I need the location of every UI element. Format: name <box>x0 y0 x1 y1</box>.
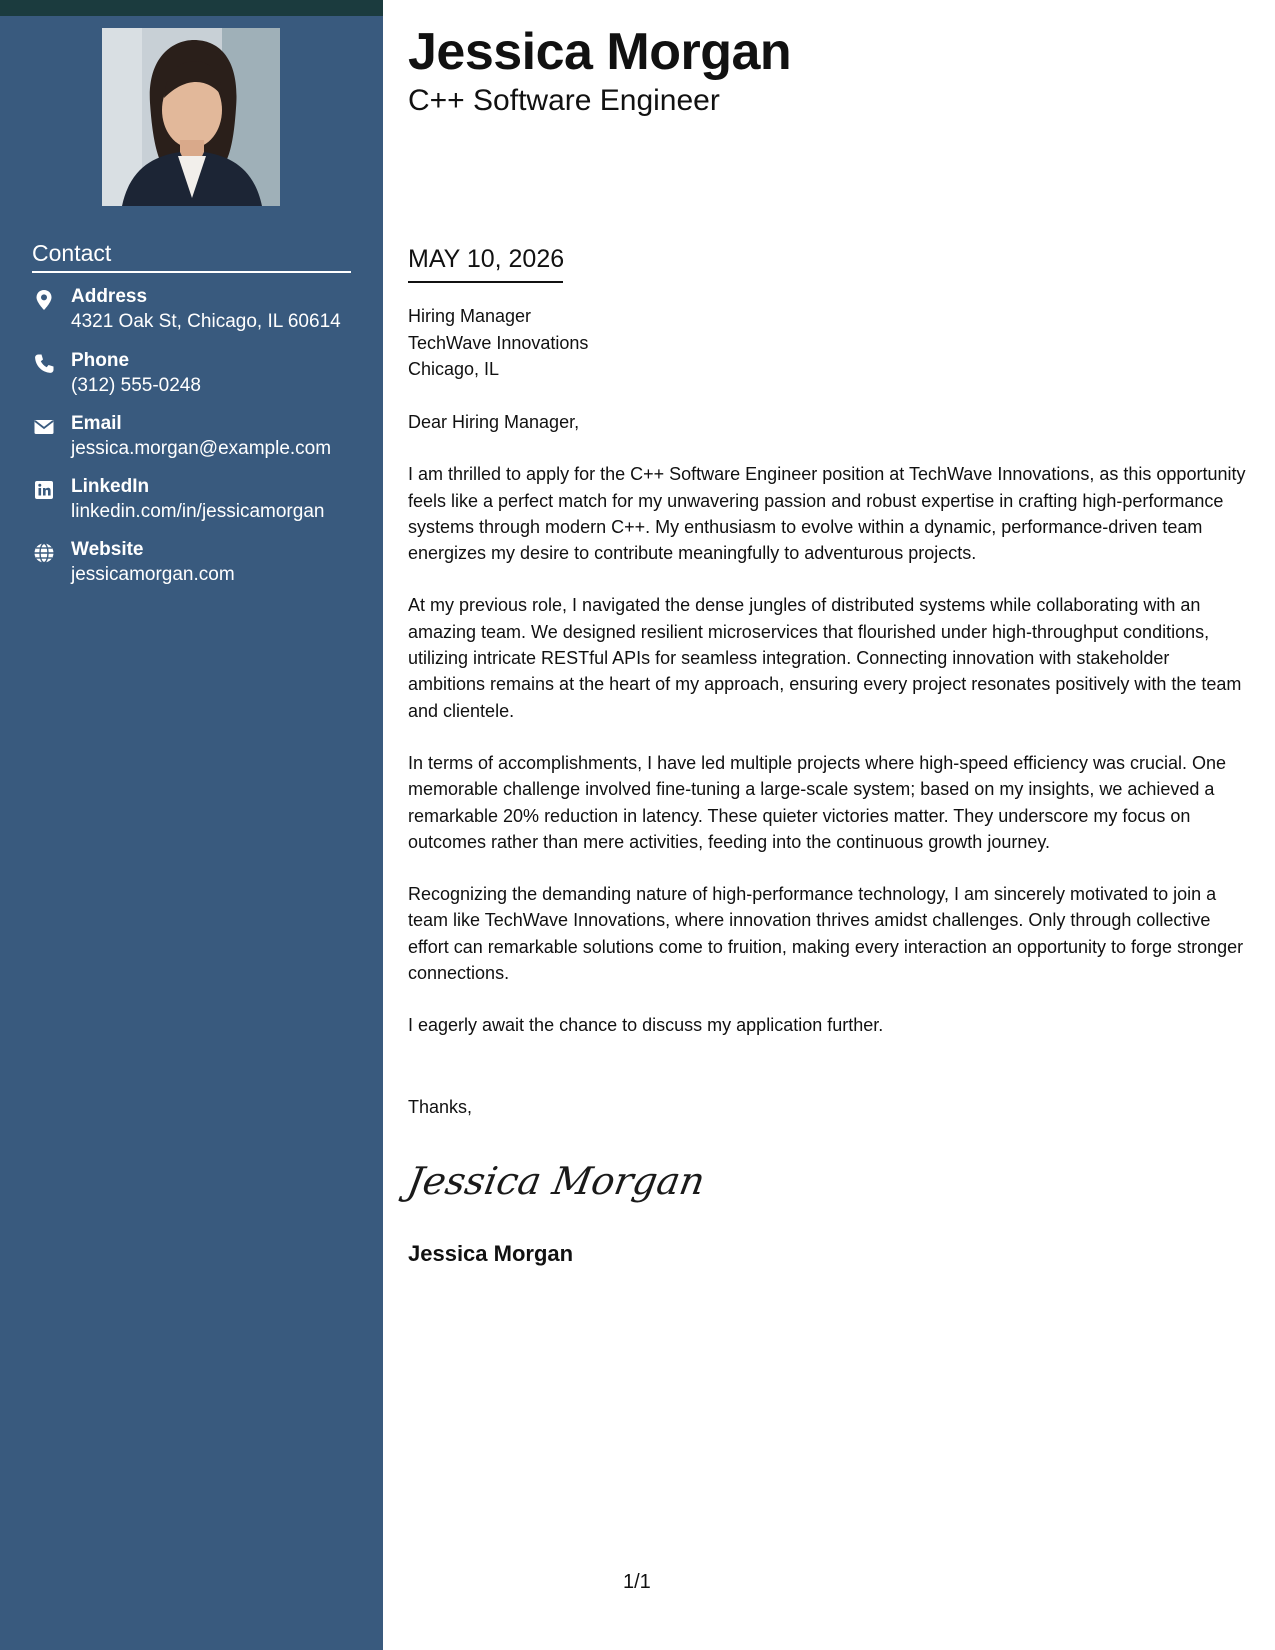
contact-value: linkedin.com/in/jessicamorgan <box>71 501 325 522</box>
sidebar-top-bar <box>0 0 383 16</box>
contact-value: (312) 555-0248 <box>71 375 201 396</box>
contact-value: jessicamorgan.com <box>71 564 235 585</box>
recipient-line: Hiring Manager <box>408 306 532 326</box>
paragraph: Recognizing the demanding nature of high-performance technology, I am sincerely motivated to join a team like TechWave Innovations, where innovation thrives amidst challenges. Only through collective effort can remarkable solutions come to fruition, making every interaction an opportunity to forge stronger connections. <box>408 884 1244 984</box>
phone-icon <box>32 352 56 376</box>
contact-label: Address <box>71 286 148 307</box>
envelope-icon <box>32 415 56 439</box>
applicant-role: C++ Software Engineer <box>408 84 720 117</box>
recipient-block <box>408 303 588 383</box>
contact-label: Phone <box>71 350 130 371</box>
map-pin-icon <box>32 288 56 312</box>
contact-label: Website <box>71 539 144 560</box>
paragraph: At my previous role, I navigated the dense jungles of distributed systems while collaborating with an amazing team. We designed resilient microservices that flourished under high-throughput conditions, utilizing intricate RESTful APIs for seamless integration. Connecting innovation with stakeholder ambitions remains at the heart of my approach, ensuring every project resonates positively with the team and clientele. <box>408 595 1242 721</box>
paragraph: I am thrilled to apply for the C++ Software Engineer position at TechWave Innovations, as this opportunity feels like a perfect match for my unwavering passion and robust expertise in crafting high-performance systems through modern C++. My enthusiasm to evolve within a dynamic, performance-driven team energizes my desire to contribute meaningfully to adventurous projects. <box>408 464 1246 564</box>
contact-value: 4321 Oak St, Chicago, IL 60614 <box>71 311 341 332</box>
paragraph: I eagerly await the chance to discuss my application further. <box>408 1015 884 1036</box>
letter-body <box>408 409 1248 1065</box>
contact-divider <box>32 271 351 273</box>
page-number: 1/1 <box>623 1571 651 1593</box>
recipient-line: Chicago, IL <box>408 359 500 379</box>
handwritten-signature <box>404 1148 709 1210</box>
profile-photo <box>102 28 280 206</box>
contact-heading: Contact <box>32 240 112 266</box>
letter-date: MAY 10, 2026 <box>408 245 565 273</box>
linkedin-icon <box>32 478 56 502</box>
signed-name: Jessica Morgan <box>408 1241 574 1266</box>
applicant-name: Jessica Morgan <box>408 23 792 81</box>
contact-label: LinkedIn <box>71 476 150 497</box>
globe-icon <box>32 541 56 565</box>
paragraph: In terms of accomplishments, I have led multiple projects where high-speed efficiency was crucial. One memorable challenge involved fine-tuning a large-scale system; based on my insights, we achieved a remarkable 20% reduction in latency. These quieter victories matter. They underscore my focus on outcomes rather than mere activities, feeding into the continuous growth journey. <box>408 752 1227 852</box>
date-underline <box>408 281 563 283</box>
signature-text: Jessica Morgan <box>404 1159 709 1204</box>
contact-value: jessica.morgan@example.com <box>71 438 332 459</box>
closing: Thanks, <box>408 1097 473 1117</box>
salutation: Dear Hiring Manager, <box>408 412 580 432</box>
recipient-line: TechWave Innovations <box>408 332 589 353</box>
contact-label: Email <box>71 413 122 434</box>
